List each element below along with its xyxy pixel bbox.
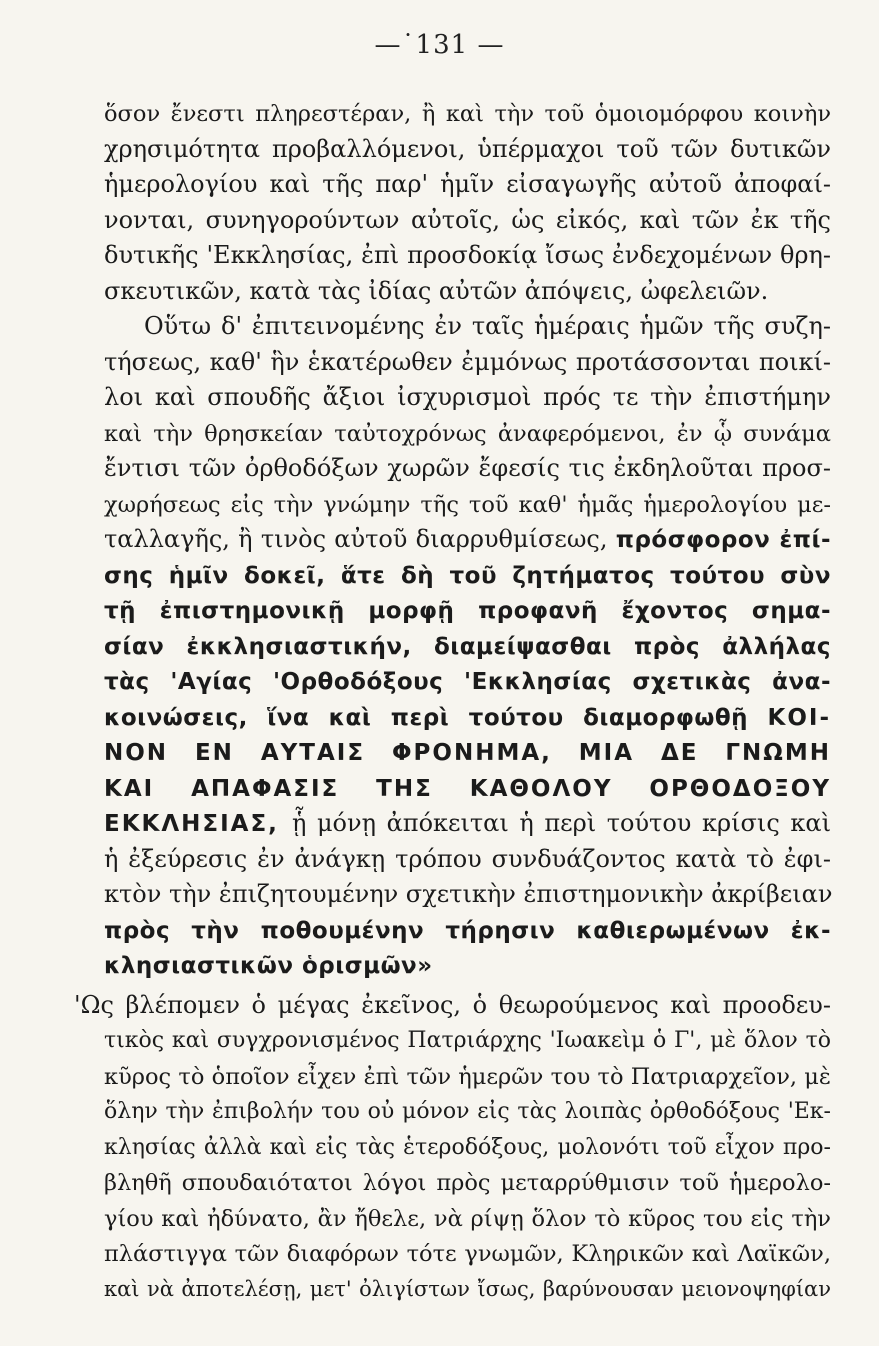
text-line — [104, 558, 831, 594]
text-line — [104, 96, 831, 132]
text-line — [104, 451, 831, 487]
text-line — [104, 913, 831, 949]
text-line — [104, 238, 831, 274]
text-line — [104, 664, 831, 700]
page-number: —˙131 — — [374, 30, 505, 60]
emphasis-bold: σης ἡμῖν δοκεῖ, ἅτε δὴ τοῦ ζητήματος τούτου σὺν — [104, 562, 831, 589]
text-segment: χωρήσεως εἰς τὴν γνώμην τῆς τοῦ καθ' ἡμᾶς ἡμερολογίου με- — [104, 491, 831, 518]
text-line — [104, 380, 831, 416]
text-line — [104, 416, 831, 452]
text-segment: ὅλην τὴν ἐπιβολήν του οὐ μόνον εἰς τὰς λοιπὰς ὀρθοδόξους 'Εκ- — [104, 1099, 831, 1124]
text-segment: γίου καὶ ἠδύνατο, ἂν ἤθελε, νὰ ρίψῃ ὅλον τὸ κῦρος του εἰς τὴν — [104, 1205, 831, 1232]
text-line — [104, 948, 831, 984]
text-line — [104, 1272, 831, 1308]
emphasis-bold: πρόσφορον ἐπί- — [615, 527, 832, 553]
text-line — [104, 487, 831, 523]
emphasis-caps: ΚΑΙ ΑΠΑΦΑΣΙΣ ΤΗΣ ΚΑΘΟΛΟΥ ΟΡΘΟΔΟΞΟΥ — [104, 775, 831, 802]
text-segment: 'Ως βλέπομεν ὁ μέγας ἐκεῖνος, ὁ θεωρούμενος καὶ προοδευ- — [74, 990, 831, 1019]
text-segment: τικὸς καὶ συγχρονισμένος Πατριάρχης 'Ιωακεὶμ ὁ Γ', μὲ ὅλον τὸ — [104, 1028, 831, 1053]
text-line — [104, 1165, 831, 1201]
text-line — [104, 1023, 831, 1059]
body-text — [74, 96, 833, 1307]
text-segment: τήσεως, καθ' ἣν ἑκατέρωθεν ἐμμόνως προτάσσονται ποικί- — [104, 347, 831, 376]
text-line — [104, 877, 831, 913]
text-line — [104, 345, 831, 381]
text-line — [104, 1201, 831, 1237]
text-line — [104, 522, 831, 558]
emphasis-bold: τῇ ἐπιστημονικῇ μορφῇ προφανῆ ἔχοντος σημα- — [104, 598, 831, 624]
emphasis-bold: πρὸς τὴν ποθουμένην τήρησιν καθιερωμένων ἐκ- — [104, 917, 831, 944]
emphasis-caps: ΝΟΝ ΕΝ ΑΥΤΑΙΣ ΦΡΟΝΗΜΑ, ΜΙΑ ΔΕ ΓΝΩΜΗ — [104, 740, 831, 766]
text-segment: ᾗ μόνῃ ἀπόκειται ἡ περὶ τούτου κρίσις καὶ — [291, 809, 831, 837]
emphasis-bold: κοινώσεις, ἵνα καὶ περὶ τούτου διαμορφωθῇ — [104, 704, 768, 731]
text-segment: κτὸν τὴν ἐπιζητουμένην σχετικὴν ἐπιστημονικὴν ἀκρίβειαν — [104, 880, 833, 908]
text-line — [104, 1094, 831, 1130]
text-line — [104, 1130, 831, 1166]
emphasis-caps: ΚΟΙ- — [767, 704, 831, 731]
text-line — [104, 1059, 831, 1095]
text-line — [104, 735, 831, 771]
text-segment: κῦρος τὸ ὁποῖον εἶχεν ἐπὶ τῶν ἡμερῶν του τὸ Πατριαρχεῖον, μὲ — [104, 1063, 831, 1090]
text-line — [104, 167, 831, 203]
text-segment: Οὕτω δ' ἐπιτεινομένης ἐν ταῖς ἡμέραις ἡμῶν τῆς συζη- — [144, 312, 831, 340]
text-segment: ἡμερολογίου καὶ τῆς παρ' ἡμῖν εἰσαγωγῆς αὐτοῦ ἀποφαί- — [104, 170, 831, 198]
emphasis-caps: ΕΚΚΛΗΣΙΑΣ, — [104, 811, 292, 837]
text-line — [104, 700, 831, 736]
text-segment: καὶ τὴν θρησκείαν ταὐτοχρόνως ἀναφερόμενοι, ἐν ᾧ συνάμα — [104, 420, 831, 447]
text-segment: βληθῆ σπουδαιότατοι λόγοι πρὸς μεταρρύθμισιν τοῦ ἡμερολο- — [104, 1170, 831, 1196]
text-line — [104, 593, 831, 629]
emphasis-bold: τὰς 'Αγίας 'Ορθοδόξους 'Εκκλησίας σχετικὰς ἀνα- — [104, 669, 831, 695]
text-segment: λοι καὶ σπουδῆς ἄξιοι ἰσχυρισμοὶ πρός τε τὴν ἐπιστήμην — [104, 383, 831, 411]
emphasis-bold: σίαν ἐκκλησιαστικήν, διαμείψασθαι πρὸς ἀλλήλας — [104, 633, 831, 660]
text-line — [104, 842, 831, 878]
text-segment: ταλλαγῆς, ἢ τινὸς αὐτοῦ διαρρυθμίσεως, — [104, 525, 616, 553]
text-segment: ἡ ἐξεύρεσις ἐν ἀνάγκῃ τρόπου συνδυάζοντος κατὰ τὸ ἐφι- — [104, 844, 831, 873]
text-line — [104, 806, 831, 842]
text-segment: κλησίας ἀλλὰ καὶ εἰς τὰς ἑτεροδόξους, μολονότι τοῦ εἶχον προ- — [104, 1134, 831, 1160]
text-line — [104, 629, 831, 665]
text-segment: νονται, συνηγορούντων αὐτοῖς, ὡς εἰκός, καὶ τῶν ἐκ τῆς — [104, 205, 831, 234]
text-segment: δυτικῆς 'Εκκλησίας, ἐπὶ προσδοκίᾳ ἴσως ἐνδεχομένων θρη- — [104, 241, 831, 269]
text-segment: ἔντισι τῶν ὀρθοδόξων χωρῶν ἔφεσίς τις ἐκδηλοῦται προσ- — [104, 454, 831, 482]
text-line — [104, 132, 831, 168]
text-segment: χρησιμότητα προβαλλόμενοι, ὑπέρμαχοι τοῦ τῶν δυτικῶν — [104, 134, 831, 163]
text-segment: σκευτικῶν, κατὰ τὰς ἰδίας αὐτῶν ἀπόψεις, ὠφελειῶν. — [104, 276, 769, 305]
text-line — [104, 309, 831, 345]
text-segment: πλάστιγγα τῶν διαφόρων τότε γνωμῶν, Κληρικῶν καὶ Λαϊκῶν, — [104, 1241, 831, 1267]
text-segment: ὅσον ἔνεστι πληρεστέραν, ἢ καὶ τὴν τοῦ ὁμοιομόρφου κοινὴν — [104, 101, 831, 127]
text-segment: καὶ νὰ ἀποτελέσῃ, μετ' ὀλιγίστων ἴσως, βαρύνουσαν μειονοψηφίαν — [104, 1276, 831, 1301]
emphasis-bold: κλησιαστικῶν ὁρισμῶν» — [104, 953, 433, 979]
text-line — [104, 1236, 831, 1272]
text-line — [104, 274, 831, 310]
text-line — [104, 771, 831, 807]
text-line — [74, 988, 831, 1024]
text-line — [104, 203, 831, 239]
